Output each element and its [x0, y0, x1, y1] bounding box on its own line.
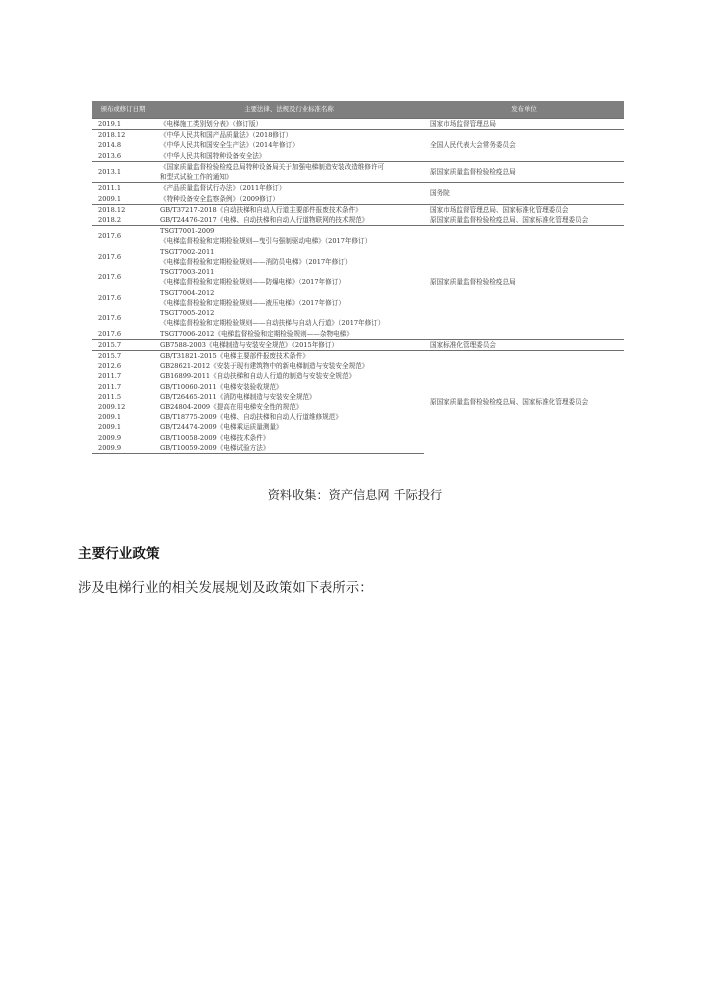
cell-name-line: GB/T26465-2011《消防电梯制造与安装安全规范》 [160, 392, 316, 401]
cell-name [154, 183, 424, 194]
header-name: 主要法律、法规及行业标准名称 [154, 101, 424, 119]
cell-name-line: TSGT7001-2009 [160, 227, 215, 236]
cell-date: 2014.8 [98, 141, 122, 150]
table-row [92, 183, 624, 194]
cell-name-line: GB/T10059-2009《电梯试验方法》 [160, 443, 270, 452]
cell-name-line: TSGT7006-2012《电梯监督检验和定期检验规则——杂物电梯》 [160, 329, 353, 338]
cell-name [154, 247, 424, 268]
cell-name-line: 《特种设备安全监察条例》（2009修订） [160, 194, 279, 203]
cell-name-line: 《产品质量监督试行办法》（2011年修订） [160, 184, 286, 193]
table-row [92, 161, 624, 183]
cell-publisher: 原国家质量监督检验检疫总局 [424, 161, 624, 183]
cell-date: 2019.1 [92, 119, 154, 130]
cell-name [154, 402, 424, 412]
cell-name [154, 204, 424, 215]
table-row [92, 215, 624, 226]
table-header [92, 101, 624, 119]
cell-publisher: 国家市场监督管理总局 [424, 119, 624, 130]
header-date: 颁布或修订日期 [92, 101, 154, 119]
cell-name [154, 130, 424, 141]
cell-name [154, 194, 424, 205]
cell-date: 2017.6 [98, 293, 122, 302]
cell-name [154, 308, 424, 329]
cell-date: 2017.6 [92, 226, 154, 247]
cell-date: 2015.7 [92, 351, 154, 362]
table-row [92, 226, 624, 247]
cell-name [154, 422, 424, 432]
cell-name-line: 《电梯监督检验和定期检验规则—曳引与强制驱动电梯》（2017年修订） [160, 237, 372, 246]
cell-date: 2011.7 [98, 372, 122, 381]
cell-publisher: 全国人民代表大会常务委员会 [424, 130, 624, 162]
source-caption: 资料收集：资产信息网 千际投行 [267, 488, 443, 502]
cell-name-line: 《电梯监督检验和定期检验规则——自动扶梯与自动人行道》（2017年修订） [160, 319, 385, 328]
cell-name-line: GB/T24474-2009《电梯乘运质量测量》 [160, 423, 283, 432]
cell-publisher: 国家市场监督管理总局、国家标准化管理委员会 [424, 204, 624, 215]
cell-name [154, 288, 424, 309]
section-heading: 主要行业政策 [78, 546, 160, 562]
cell-date: 2011.5 [98, 392, 122, 401]
cell-name [154, 371, 424, 381]
cell-name-line: GB24804-2009《提高在用电梯安全性的规范》 [160, 403, 303, 412]
table-row [92, 130, 624, 141]
cell-name-line: GB7588-2003《电梯制造与安装安全规范》（2015年修订） [160, 340, 339, 349]
cell-name-line: GB/T18775-2009《电梯、自动扶梯和自动人行道维修规范》 [160, 413, 342, 422]
cell-date: 2017.6 [98, 314, 122, 323]
cell-name [154, 267, 424, 288]
cell-name-line: 《中华人民共和国安全生产法》（2014年修订） [160, 141, 299, 150]
header-publisher: 发布单位 [424, 101, 624, 119]
cell-publisher: 国务院 [424, 183, 624, 204]
cell-date: 2012.6 [98, 362, 122, 371]
cell-name [154, 226, 424, 247]
cell-name-line: 《电梯施工类别划分表》（修订版） [160, 120, 263, 128]
table-row [92, 119, 624, 130]
cell-name [154, 443, 424, 454]
cell-name-line: GB/T24476-2017《电梯、自动扶梯和自动人行道物联网的技术规范》 [160, 215, 369, 224]
cell-name-line: 和型式试验工作的通知》 [160, 173, 233, 182]
cell-date: 2018.2 [98, 215, 122, 224]
table-body [92, 119, 624, 454]
cell-name-line: 《中华人民共和国特种设备安全法》 [160, 151, 266, 160]
cell-date: 2011.1 [92, 183, 154, 194]
regulations-table [92, 101, 624, 454]
cell-date: 2013.6 [98, 151, 122, 160]
table-row [92, 204, 624, 215]
cell-name-line: GB28621-2012《安装于现有建筑物中的新电梯制造与安装安全规范》 [160, 362, 369, 371]
cell-name-line: GB16899-2011《自动扶梯和自动人行道的制造与安装安全规范》 [160, 372, 356, 381]
cell-name-line: TSGT7002-2011 [160, 247, 215, 256]
cell-name [154, 329, 424, 340]
cell-name-line: 《电梯监督检验和定期检验规则——液压电梯》（2017年修订） [160, 298, 345, 307]
cell-date: 2018.12 [92, 204, 154, 215]
cell-name [154, 361, 424, 371]
cell-date: 2017.6 [98, 252, 122, 261]
cell-name-line: GB/T37217-2018《自动扶梯和自动人行道主要部件报废技术条件》 [160, 205, 362, 214]
cell-name [154, 351, 424, 362]
cell-date: 2009.1 [98, 413, 122, 422]
cell-name-line: TSGT7004-2012 [160, 288, 215, 297]
cell-date: 2009.12 [98, 403, 126, 412]
table-row [92, 339, 624, 350]
cell-name-line: GB/T10060-2011《电梯安装验收规范》 [160, 382, 283, 391]
cell-publisher: 原国家质量监督检验检疫总局 [424, 226, 624, 340]
cell-name [154, 161, 424, 183]
cell-date: 2009.9 [92, 443, 154, 454]
cell-name [154, 151, 424, 162]
cell-date: 2015.7 [92, 339, 154, 350]
cell-date: 2011.7 [98, 382, 122, 391]
cell-publisher: 国家标准化管理委员会 [424, 339, 624, 350]
cell-publisher: 原国家质量监督检验检疫总局、国家标准化管理委员会 [424, 351, 624, 454]
cell-date: 2013.1 [92, 161, 154, 183]
cell-date: 2009.1 [98, 423, 122, 432]
cell-name [154, 140, 424, 150]
cell-name-line: TSGT7003-2011 [160, 268, 215, 277]
table-row [92, 351, 624, 362]
cell-date: 2009.9 [98, 433, 122, 442]
cell-name-line: 《电梯监督检验和定期检验规则——消防员电梯》（2017年修订） [160, 257, 352, 266]
cell-date: 2017.6 [98, 329, 122, 338]
cell-name [154, 215, 424, 226]
cell-date: 2017.6 [98, 273, 122, 282]
cell-name [154, 339, 424, 350]
cell-date: 2018.12 [92, 130, 154, 141]
cell-name [154, 382, 424, 392]
cell-name-line: GB/T10058-2009《电梯技术条件》 [160, 433, 270, 442]
cell-name-line: 《电梯监督检验和定期检验规则——防爆电梯》（2017年修订） [160, 278, 345, 287]
cell-name [154, 433, 424, 443]
cell-name-line: GB/T31821-2015《电梯主要部件报废技术条件》 [160, 352, 310, 361]
cell-name [154, 412, 424, 422]
cell-name [154, 119, 424, 130]
cell-name-line: TSGT7005-2012 [160, 309, 215, 318]
intro-paragraph: 涉及电梯行业的相关发展规划及政策如下表所示： [78, 581, 373, 596]
cell-name-line: 《国家质量监督检验检疫总局特种设备局关于加强电梯制造安装改造维修许可 [160, 162, 385, 171]
cell-publisher: 原国家质量监督检验检疫总局、国家标准化管理委员会 [430, 215, 589, 224]
cell-date: 2009.1 [98, 194, 122, 203]
cell-name [154, 392, 424, 402]
cell-name-line: 《中华人民共和国产品质量法》（2018修订） [160, 131, 293, 140]
